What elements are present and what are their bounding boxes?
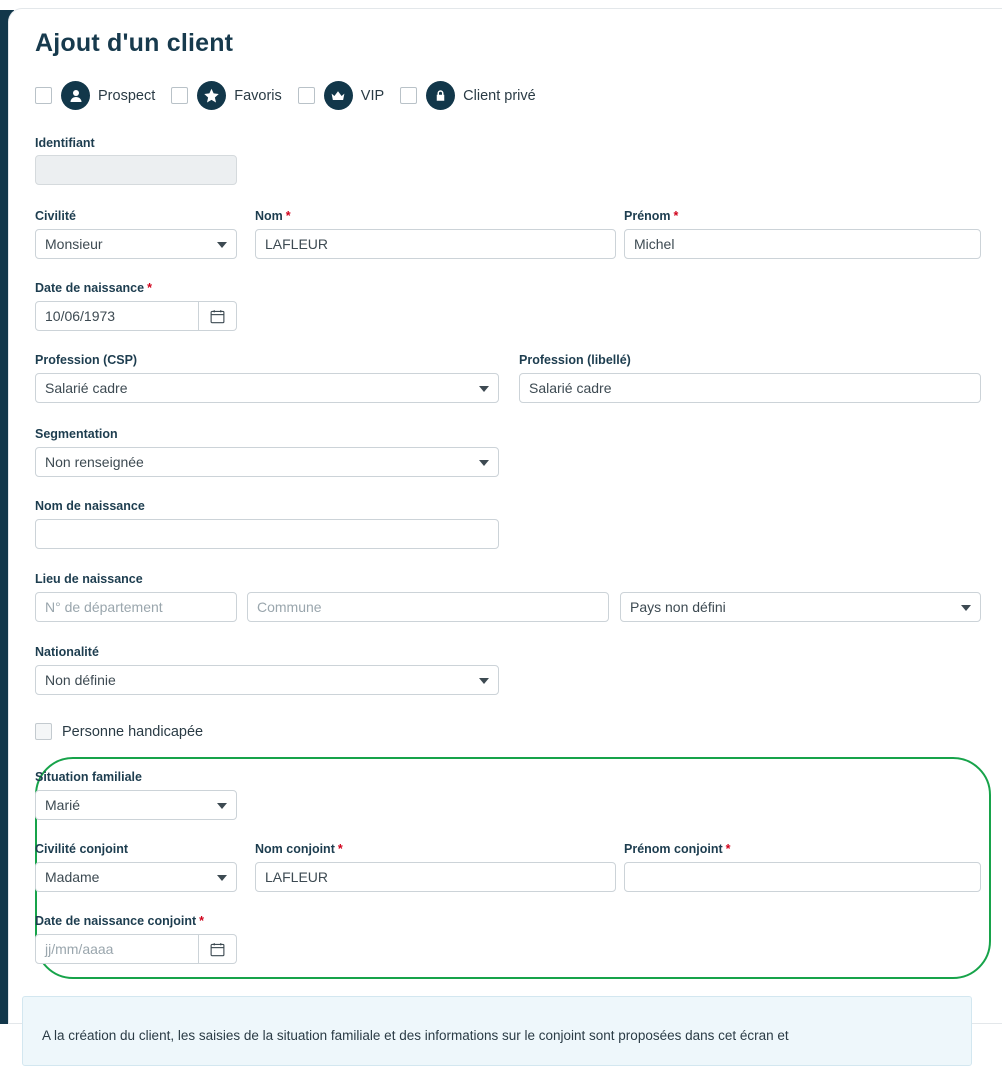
checkbox-client-prive[interactable] (400, 87, 417, 104)
rail-top-gap (0, 0, 14, 10)
required-marker-date-conjoint: * (199, 914, 205, 928)
required-marker-nom-conjoint: * (337, 842, 343, 856)
nationalite-value: Non définie (45, 672, 116, 688)
chevron-down-icon (479, 678, 489, 684)
profession-csp-value: Salarié cadre (45, 380, 128, 396)
tag-client-prive[interactable] (400, 81, 536, 110)
date-naissance-input[interactable]: 10/06/1973 (35, 301, 199, 331)
label-civilite: Civilité (35, 209, 76, 223)
tag-prospect[interactable] (35, 81, 155, 110)
page-title: Ajout d'un client (35, 29, 234, 57)
form-container (27, 9, 1002, 1023)
chevron-down-icon (961, 605, 971, 611)
calendar-icon (210, 942, 225, 957)
segmentation-select[interactable] (35, 447, 499, 477)
label-nom (255, 209, 291, 223)
tag-vip-label: VIP (360, 87, 385, 104)
calendar-icon-button[interactable] (199, 301, 237, 331)
checkbox-prospect[interactable] (35, 87, 52, 104)
label-prenom-conjoint (624, 842, 731, 856)
date-naissance-conjoint-input[interactable]: jj/mm/aaaa (35, 934, 199, 964)
required-marker-nom: * (285, 209, 291, 223)
label-civilite-conjoint: Civilité conjoint (35, 842, 129, 856)
label-profession-libelle: Profession (libellé) (519, 353, 631, 367)
handicap-label: Personne handicapée (62, 723, 204, 740)
nom-input[interactable]: LAFLEUR (255, 229, 616, 259)
civilite-conjoint-value: Madame (45, 869, 100, 885)
tag-favoris-label: Favoris (234, 87, 282, 104)
tag-client-prive-label: Client privé (463, 87, 536, 104)
departement-input[interactable]: N° de département (35, 592, 237, 622)
calendar-icon-button-conjoint[interactable] (199, 934, 237, 964)
tag-favoris[interactable] (171, 81, 282, 110)
profession-libelle-input[interactable]: Salarié cadre (519, 373, 981, 403)
label-nom-naissance: Nom de naissance (35, 499, 145, 513)
civilite-conjoint-select[interactable] (35, 862, 237, 892)
segmentation-value: Non renseignée (45, 454, 144, 470)
handicap-checkbox-row[interactable] (35, 723, 203, 740)
checkbox-handicap[interactable] (35, 723, 52, 740)
label-date-naissance-text: Date de naissance (35, 281, 145, 295)
identifiant-input[interactable] (35, 155, 237, 185)
label-nom-conjoint-text: Nom conjoint (255, 842, 335, 856)
label-prenom-text: Prénom (624, 209, 671, 223)
info-banner-text: A la création du client, les saisies de la situation familiale et des informations sur le conjoint sont proposées dans cet écran et (42, 1028, 789, 1043)
nom-naissance-input[interactable] (35, 519, 499, 549)
label-date-naissance-conjoint-text: Date de naissance conjoint (35, 914, 197, 928)
label-segmentation: Segmentation (35, 427, 118, 441)
chevron-down-icon (479, 460, 489, 466)
label-nom-conjoint (255, 842, 343, 856)
client-tags-row (35, 81, 552, 110)
label-prenom-conjoint-text: Prénom conjoint (624, 842, 723, 856)
civilite-value: Monsieur (45, 236, 103, 252)
label-profession-csp: Profession (CSP) (35, 353, 138, 367)
pays-value: Pays non défini (630, 599, 726, 615)
crown-icon (324, 81, 353, 110)
content-panel (8, 8, 1002, 1024)
label-identifiant: Identifiant (35, 136, 95, 150)
label-date-naissance-conjoint (35, 914, 204, 928)
chevron-down-icon (479, 386, 489, 392)
prenom-conjoint-input[interactable] (624, 862, 981, 892)
prenom-input[interactable]: Michel (624, 229, 981, 259)
checkbox-favoris[interactable] (171, 87, 188, 104)
star-icon (197, 81, 226, 110)
label-nationalite: Nationalité (35, 645, 99, 659)
pays-select[interactable] (620, 592, 981, 622)
calendar-icon (210, 309, 225, 324)
chevron-down-icon (217, 242, 227, 248)
person-icon (61, 81, 90, 110)
chevron-down-icon (217, 875, 227, 881)
situation-familiale-value: Marié (45, 797, 81, 813)
label-prenom (624, 209, 678, 223)
profession-csp-select[interactable] (35, 373, 499, 403)
tag-vip[interactable] (298, 81, 384, 110)
nationalite-select[interactable] (35, 665, 499, 695)
lock-icon (426, 81, 455, 110)
nom-conjoint-input[interactable]: LAFLEUR (255, 862, 616, 892)
label-situation-familiale: Situation familiale (35, 770, 142, 784)
required-marker-prenom: * (673, 209, 679, 223)
tag-prospect-label: Prospect (98, 87, 156, 104)
label-date-naissance (35, 281, 152, 295)
situation-familiale-select[interactable] (35, 790, 237, 820)
required-marker-prenom-conjoint: * (725, 842, 731, 856)
checkbox-vip[interactable] (298, 87, 315, 104)
chevron-down-icon (217, 803, 227, 809)
commune-input[interactable]: Commune (247, 592, 609, 622)
civilite-select[interactable] (35, 229, 237, 259)
label-nom-text: Nom (255, 209, 283, 223)
required-marker-date-naissance: * (147, 281, 152, 295)
label-lieu-naissance: Lieu de naissance (35, 572, 143, 586)
